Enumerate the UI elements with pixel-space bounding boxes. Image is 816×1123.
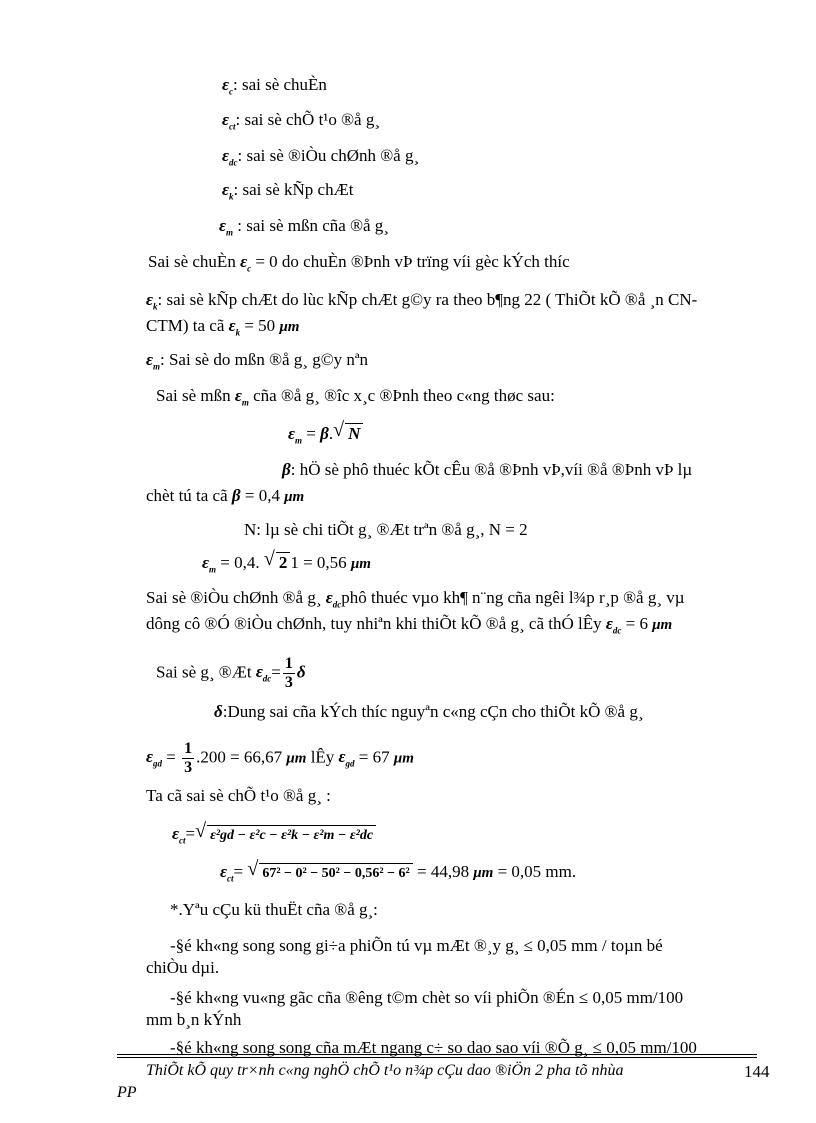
line-text: : sai sè chuÈn bbox=[232, 75, 327, 94]
sqrt-body: N bbox=[345, 423, 363, 444]
formula-setup-error bbox=[156, 655, 306, 692]
footer-title-text: ThiÕt kÕ quy tr×nh c«ng nghÖ chÕ t¹o n¾p cÇu dao ®iÖn 2 pha tõ nhùa bbox=[146, 1062, 624, 1079]
line-text: lÊy bbox=[306, 747, 339, 767]
line-text: .200 = 66,67 bbox=[196, 747, 287, 767]
beta-symbol: β bbox=[320, 424, 329, 443]
epsilon-symbol: $\varepsilon_m$ bbox=[288, 424, 302, 446]
text-line bbox=[222, 75, 327, 101]
text-line bbox=[146, 786, 331, 806]
unit-micrometer: μm bbox=[473, 865, 494, 881]
epsilon-symbol: $\varepsilon_c$ bbox=[240, 252, 252, 274]
epsilon-symbol: $\varepsilon_{dc}$ bbox=[605, 614, 622, 636]
footer-title-continuation bbox=[117, 1084, 137, 1102]
line-text: -§é kh«ng vu«ng gãc cña ®êng t©m chèt so víi phiÕn ®Én ≤ 0,05 mm/100 bbox=[170, 988, 684, 1007]
epsilon-symbol: $\varepsilon_m$ bbox=[234, 386, 249, 408]
unit-micrometer: μm bbox=[279, 319, 300, 335]
text-line bbox=[146, 1010, 241, 1030]
unit-micrometer: μm bbox=[284, 489, 305, 505]
epsilon-symbol: $\varepsilon_{ct}$ bbox=[220, 862, 234, 884]
unit-micrometer: μm bbox=[393, 750, 414, 767]
footer-title bbox=[146, 1062, 624, 1080]
line-text: = 67 bbox=[354, 747, 394, 767]
epsilon-symbol: $\varepsilon_m$ bbox=[146, 350, 160, 372]
line-text: 1 = 0,56 bbox=[290, 553, 351, 572]
line-text: :Dung sai cña kÝch thíc nguyªn c«ng cÇn cho thiÕt kÕ ®å g¸ bbox=[222, 702, 644, 721]
line-text: phô thuéc vµo kh¶ n¨ng cña ngêi l¾p r¸p ®å g¸ vµ bbox=[341, 588, 685, 607]
epsilon-symbol: $\varepsilon_{dc}$ bbox=[222, 146, 238, 168]
line-text: = bbox=[233, 862, 248, 881]
line-text: = 44,98 bbox=[412, 862, 474, 881]
radical-sign: √ bbox=[247, 858, 259, 880]
sqrt-expression bbox=[247, 858, 412, 884]
line-text: cña ®å g¸ ®îc x¸c ®Þnh theo c«ng thøc sau: bbox=[248, 386, 555, 405]
line-text: : sai sè mßn cña ®å g¸ bbox=[233, 216, 389, 235]
line-text: = 0,4 bbox=[240, 486, 285, 505]
line-text: mm b¸n kÝnh bbox=[146, 1010, 242, 1029]
footer-rule-bottom bbox=[117, 1057, 757, 1058]
epsilon-symbol: $\varepsilon_m$ bbox=[219, 216, 233, 238]
footer-rule-top bbox=[117, 1054, 757, 1055]
sqrt-body: 2 bbox=[276, 552, 291, 573]
line-text: : sai sè chÕ t¹o ®å g¸ bbox=[235, 110, 381, 129]
epsilon-symbol: $\varepsilon_{gd}$ bbox=[146, 747, 162, 769]
footer-title-text: PP bbox=[117, 1084, 137, 1101]
line-text: = 0 do chuÈn ®Þnh vÞ trïng víi gèc kÝch thíc bbox=[251, 252, 570, 271]
line-text: : sai sè ®iÒu chØnh ®å g¸ bbox=[237, 146, 420, 165]
text-line bbox=[219, 216, 389, 242]
radical-sign: √ bbox=[263, 548, 275, 570]
text-line bbox=[146, 614, 672, 640]
formula-wear-value bbox=[202, 548, 371, 579]
text-line bbox=[146, 316, 299, 342]
line-text: -§é kh«ng song song cña mÆt ngang c÷ so dao sao víi ®Õ g¸ ≤ 0,05 mm/100 bbox=[170, 1038, 697, 1057]
line-text: CTM) ta cã bbox=[146, 316, 229, 335]
epsilon-symbol: $\varepsilon_k$ bbox=[146, 290, 158, 312]
formula-manufacture-value bbox=[220, 858, 577, 888]
line-text: N: lµ sè chi tiÕt g¸ ®Æt trªn ®å g¸, N = 2 bbox=[244, 520, 528, 539]
line-text: -§é kh«ng song song gi÷a phiÕn tú vµ mÆt ®¸y g¸ ≤ 0,05 mm / toµn bé bbox=[170, 936, 663, 955]
line-text: Sai sè mßn bbox=[156, 386, 235, 405]
text-line bbox=[170, 936, 663, 956]
line-text: Sai sè chuÈn bbox=[148, 252, 241, 271]
epsilon-symbol: $\varepsilon_{ct}$ bbox=[222, 110, 236, 132]
text-line bbox=[146, 486, 304, 507]
unit-micrometer: μm bbox=[286, 750, 307, 767]
line-text: = 6 bbox=[621, 614, 653, 633]
line-text: chèt tú ta cã bbox=[146, 486, 232, 505]
text-line bbox=[146, 588, 685, 614]
text-line bbox=[170, 1038, 697, 1058]
sqrt-body: 67² − 0² − 50² − 0,56² − 6² bbox=[259, 863, 412, 884]
line-text: : Sai sè do mßn ®å g¸ g©y nªn bbox=[160, 350, 369, 369]
page-number bbox=[744, 1062, 770, 1082]
line-text: = bbox=[185, 824, 196, 843]
line-text: = 0,05 mm. bbox=[493, 862, 577, 881]
epsilon-symbol: $\varepsilon_{dc}$ bbox=[325, 588, 342, 610]
epsilon-symbol: $\varepsilon_{ct}$ bbox=[172, 824, 186, 846]
radical-sign: √ bbox=[333, 419, 345, 441]
dot: . bbox=[328, 424, 334, 443]
line-text: : hÖ sè phô thuéc kÕt cÊu ®å ®Þnh vÞ,víi ®å ®Þnh vÞ lµ bbox=[290, 460, 693, 479]
text-line bbox=[222, 146, 419, 172]
text-line bbox=[146, 958, 219, 978]
text-line bbox=[156, 386, 555, 412]
line-text: : sai sè kÑp chÆt do lùc kÑp chÆt g©y ra theo b¶ng 22 ( ThiÕt kÕ ®å ¸n CN- bbox=[157, 290, 698, 309]
beta-symbol: β bbox=[231, 486, 241, 505]
fraction-one-third: $\frac{1}{3}$ bbox=[184, 740, 193, 776]
text-line bbox=[222, 180, 353, 206]
page-number-text: 144 bbox=[744, 1062, 770, 1081]
line-text: : sai sè kÑp chÆt bbox=[233, 180, 354, 199]
line-text: Sai sè ®iÒu chØnh ®å g¸ bbox=[146, 588, 326, 607]
line-text: *.Yªu cÇu kü thuËt cña ®å g¸: bbox=[170, 900, 378, 919]
epsilon-symbol: $\varepsilon_m$ bbox=[202, 553, 216, 575]
line-text: dông cô ®Ó ®iÒu chØnh, tuy nhiªn khi thiÕt kÕ ®å g¸ cã thÓ lÊy bbox=[146, 614, 606, 633]
text-line bbox=[146, 290, 697, 316]
text-line bbox=[282, 460, 692, 480]
epsilon-symbol: $\varepsilon_c$ bbox=[222, 75, 233, 97]
formula-wear bbox=[288, 419, 363, 450]
epsilon-symbol: $\varepsilon_{dc}$ bbox=[255, 662, 272, 684]
line-text: = 50 bbox=[240, 316, 280, 335]
line-text: = bbox=[271, 662, 281, 682]
epsilon-symbol: $\varepsilon_k$ bbox=[222, 180, 234, 202]
epsilon-symbol: $\varepsilon_{gd}$ bbox=[338, 747, 355, 769]
unit-micrometer: μm bbox=[350, 556, 371, 572]
beta-symbol: β bbox=[282, 460, 291, 479]
sqrt-expression bbox=[263, 548, 291, 573]
line-text: Sai sè g¸ ®Æt bbox=[156, 662, 256, 682]
sqrt-expression bbox=[195, 820, 376, 846]
line-text: = bbox=[302, 424, 321, 443]
formula-manufacture-error bbox=[172, 820, 376, 850]
text-line bbox=[170, 988, 683, 1008]
fraction-one-third: $\frac{1}{3}$ bbox=[284, 655, 293, 691]
delta-symbol: δ bbox=[214, 702, 223, 721]
line-text: = bbox=[161, 747, 181, 767]
sqrt-body: ε²gd − ε²c − ε²k − ε²m − ε²dc bbox=[207, 825, 376, 846]
text-line bbox=[146, 350, 368, 376]
epsilon-symbol: $\varepsilon_k$ bbox=[228, 316, 241, 338]
formula-setup-value bbox=[146, 740, 414, 777]
line-text: = 0,4. bbox=[216, 553, 264, 572]
delta-symbol: δ bbox=[296, 662, 306, 682]
line-text: chiÒu dµi. bbox=[146, 958, 220, 977]
text-line bbox=[222, 110, 380, 136]
text-line bbox=[214, 702, 644, 722]
text-line bbox=[148, 252, 570, 278]
text-line bbox=[244, 520, 528, 540]
line-text: Ta cã sai sè chÕ t¹o ®å g¸ : bbox=[146, 786, 331, 805]
radical-sign: √ bbox=[195, 820, 207, 842]
unit-micrometer: μm bbox=[652, 617, 673, 633]
sqrt-expression bbox=[333, 419, 363, 444]
text-line bbox=[170, 900, 378, 920]
